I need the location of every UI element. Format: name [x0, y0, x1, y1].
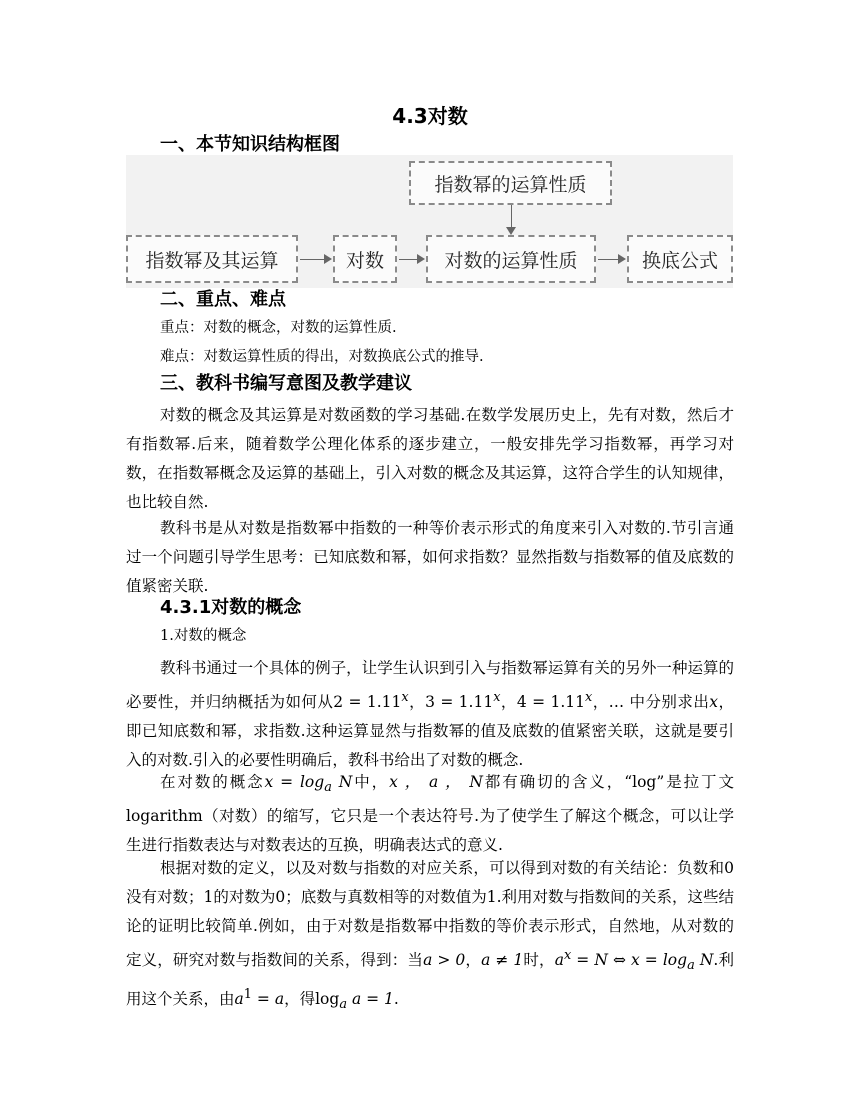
paragraph-concept-1: 教科书通过一个具体的例子，让学生认识到引入与指数幂运算有关的另外一种运算的必要性，并归纳概括为如何从$2 = 1.11^x$，$3 = 1.11^x$，$4 = 1.11^x$，… 中分别求出x，即已知底数和幂，求指数.这种运算显然与指数幂的值及底数的值紧密关联，这就是要引入的对数.引入的必要性明确后，教科书给出了对数的概念.	[126, 658, 734, 769]
section-heading-structure: 一、本节知识结构框图	[160, 134, 340, 155]
subsection-heading-431: 4.3.1对数的概念	[160, 597, 302, 618]
section-heading-teaching: 三、教科书编写意图及教学建议	[160, 373, 412, 394]
paragraph-concept-3: 根据对数的定义，以及对数与指数的对应关系，可以得到对数的有关结论：负数和0没有对数；1的对数为0；底数与真数相等的对数值为1.利用对数与指数间的关系，这些结论的证明比较简单.例如，由于对数是指数幂中指数的等价表示形式，自然地，从对数的定义，研究对数与指数间的关系，得到：当a > 0，a ≠ 1时，$a^x = N$ ⇔ $x = \log_a N$.利用这个关系，由$a^1 = a$，得$\log_a a = 1$.	[126, 858, 735, 1012]
log-definition-formula: $x = \log_a N$	[264, 772, 353, 795]
section-heading-key-points: 二、重点、难点	[160, 289, 286, 310]
diagram-box-change-of-base: 换底公式	[627, 235, 733, 283]
difficulty-text: 难点：对数运算性质的得出，对数换底公式的推导.	[160, 349, 484, 365]
key-point-text: 重点：对数的概念，对数的运算性质.	[160, 320, 397, 336]
diagram-arrow-2	[399, 259, 423, 260]
equivalence-formula: $a^x = N$ ⇔ $x = \log_a N$	[554, 947, 714, 973]
diagram-box-exponent-ops: 指数幂及其运算	[126, 235, 298, 283]
diagram-box-logarithm: 对数	[333, 235, 397, 283]
page-title: 4.3对数	[392, 104, 468, 128]
paragraph-intro-1: 对数的概念及其运算是对数函数的学习基础.在数学发展历史上，先有对数，然后才有指数幂.后来，随着数学公理化体系的逐步建立，一般安排先学习指数幂，再学习对数，在指数幂概念及运算的基础上，引入对数的概念及其运算，这符合学生的认知规律，也比较自然.	[126, 405, 734, 511]
equation-3: $3 = 1.11^x$	[425, 689, 501, 711]
equation-2: $2 = 1.11^x$	[333, 689, 409, 711]
diagram-arrow-down	[511, 205, 512, 233]
equation-4: $4 = 1.11^x$	[516, 689, 593, 711]
diagram-box-log-properties: 对数的运算性质	[426, 235, 596, 283]
diagram-arrow-3	[598, 259, 624, 260]
paragraph-concept-2: 在对数的概念$x = \log_a N$中，x ， a ， N都有确切的含义，“log”是拉丁文logarithm（对数）的缩写，它只是一个表达符号.为了使学生了解这个概念，可以让学生进行指数表达与对数表达的互换，明确表达式的意义.	[126, 772, 734, 854]
log-base-self-formula: $\log_a a = 1$	[315, 989, 394, 1012]
diagram-arrow-1	[300, 259, 330, 260]
power-one-formula: $a^1 = a$	[234, 986, 285, 1008]
item-log-concept: 1.对数的概念	[160, 628, 247, 644]
knowledge-structure-diagram	[126, 155, 733, 288]
paragraph-intro-2: 教科书是从对数是指数幂中指数的一种等价表示形式的角度来引入对数的.节引言通过一个问题引导学生思考：已知底数和幂，如何求指数？显然指数与指数幂的值及底数的值紧密关联.	[126, 518, 734, 595]
diagram-box-exponent-properties: 指数幂的运算性质	[409, 161, 612, 205]
